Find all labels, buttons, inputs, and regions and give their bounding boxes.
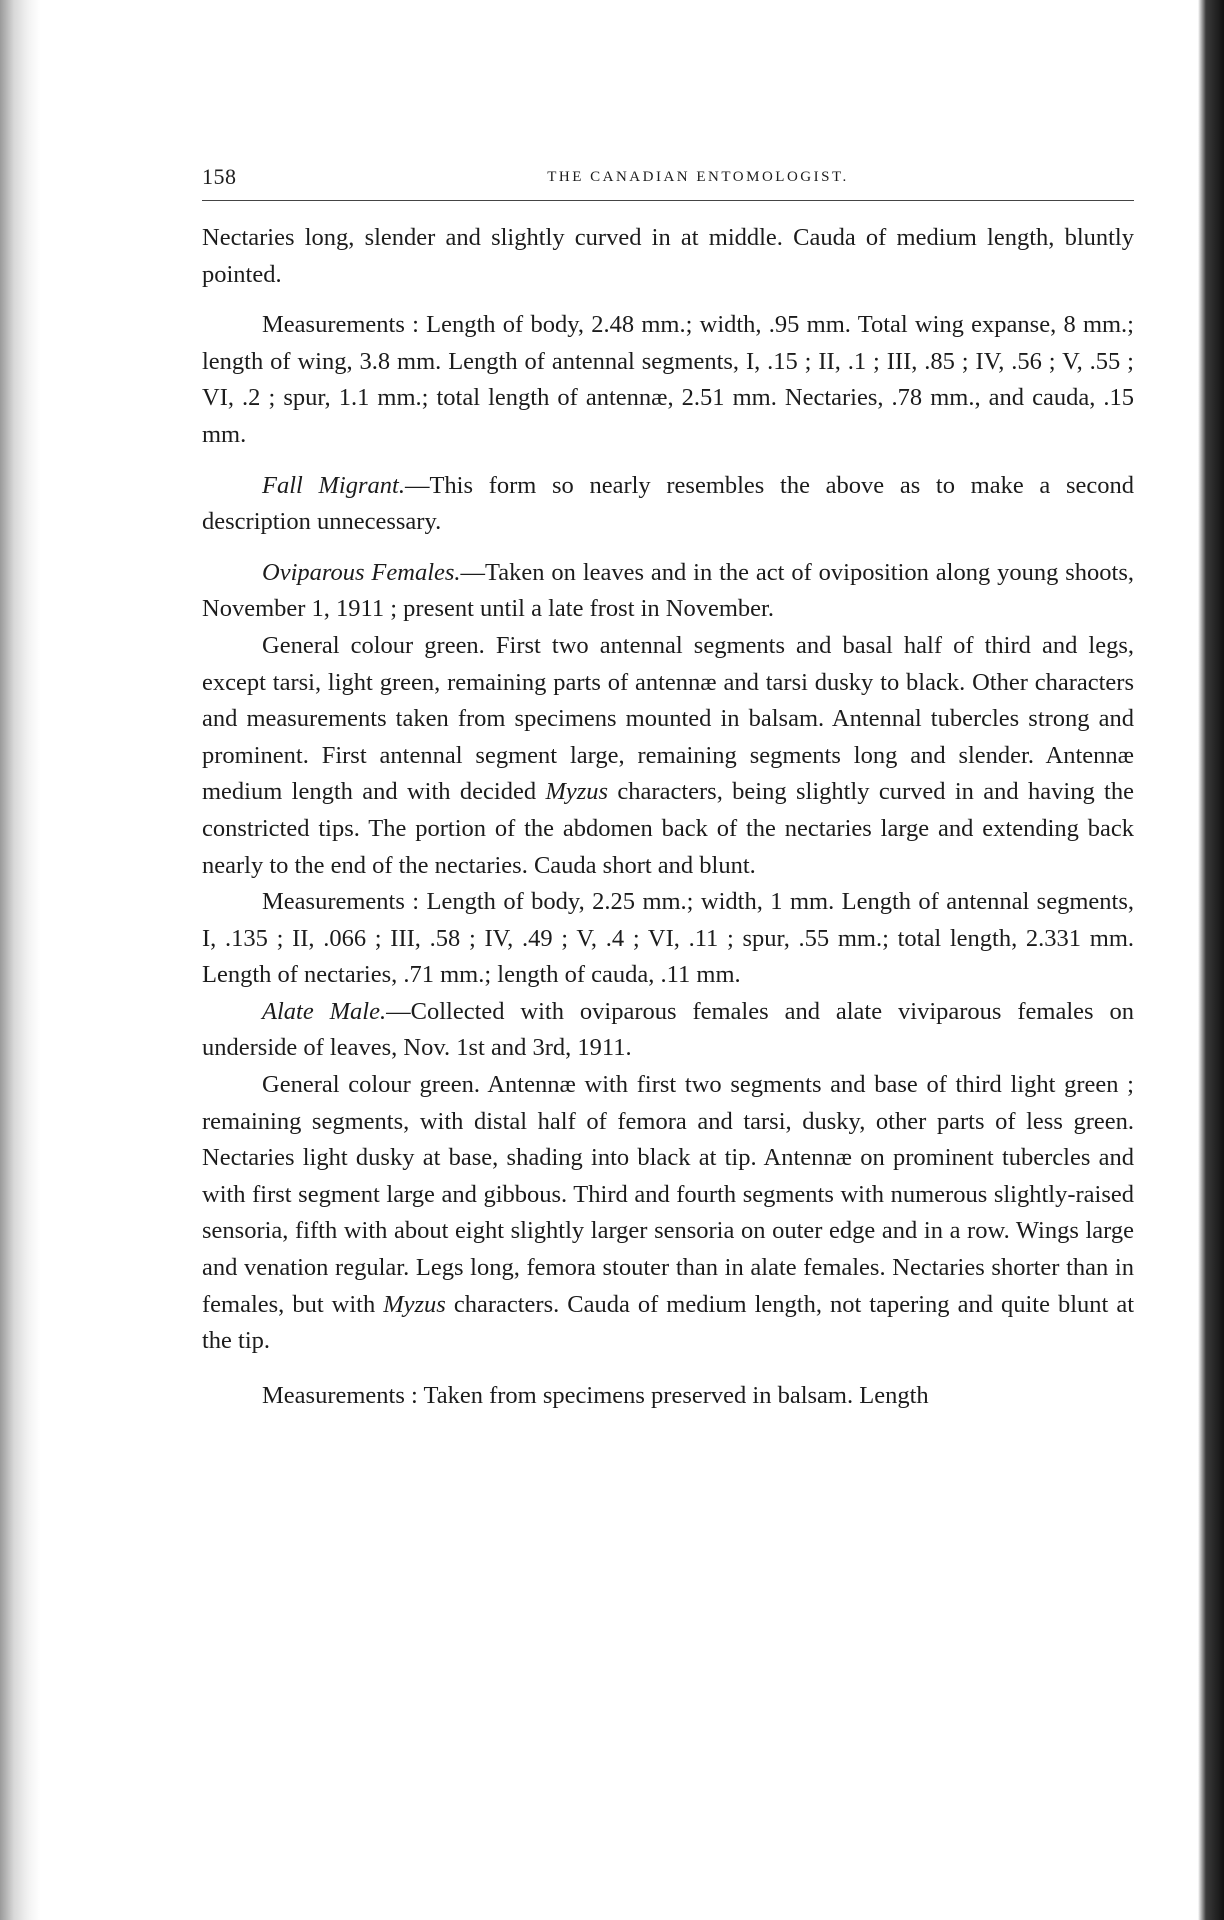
section-heading-fall-migrant: Fall Migrant. [262,471,405,499]
scan-edge-left [0,0,40,1920]
paragraph-general-colour-2: General colour green. Antennæ with first two segments and base of third light green ; remaining segments, with distal half of femora and tarsi, dusky, other parts of less green. Nectaries light dusky at base, shading into black at tip. Antennæ on prominent tubercles and with first segment large and gibbous. Third and fourth segments with numerous slightly-raised sensoria, fifth with about eight slightly larger sensoria on outer edge and in a row. Wings large and venation regular. Legs long, femora stouter than in alate females. Nectaries shorter than in females, but with Myzus characters. Cauda of medium length, not tapering and quite blunt at the tip. [202,1071,1135,1355]
paragraph-measurements-2: Measurements : Length of body, 2.25 mm.; width, 1 mm. Length of antennal segments, I, .135 ; II, .066 ; III, .58 ; IV, .49 ; V, .4 ; VI, .11 ; spur, .55 mm.; total length, 2.331 mm. Length of nectaries, .71 mm.; length of cauda, .11 mm. [202,888,1134,989]
paragraph-alate-male: Alate Male.—Collected with oviparous females and alate viviparous females on underside of leaves, Nov. 1st and 3rd, 1911. [202,997,1135,1062]
section-heading-alate-male: Alate Male. [262,997,387,1025]
scan-edge-right [1198,0,1224,1920]
page-header [202,160,1134,201]
book-page [202,160,1134,1414]
genus-name: Myzus [383,1290,446,1318]
paragraph-general-colour-1: General colour green. First two antennal segments and basal half of third and legs, except tarsi, light green, remaining parts of antennæ and tarsi dusky to black. Other characters and measurements taken from specimens mounted in balsam. Antennal tubercles strong and prominent. First antennal segment large, remaining segments long and slender. Antennæ medium length and with decided Myzus characters, being slightly curved in and having the constricted tips. The portion of the abdomen back of the nectaries large and extending back nearly to the end of the nectaries. Cauda short and blunt. [202,631,1134,879]
paragraph-fall-migrant: Fall Migrant.—This form so nearly resembles the above as to make a second description unnecessary. [202,471,1134,536]
genus-name: Myzus [545,778,609,806]
paragraph-measurements-3: Measurements : Taken from specimens preserved in balsam. Length [262,1381,929,1409]
paragraph-measurements-1: Measurements : Length of body, 2.48 mm.; width, .95 mm. Total wing expanse, 8 mm.; length of wing, 3.8 mm. Length of antennal segments, I, .15 ; II, .1 ; III, .85 ; IV, .56 ; V, .55 ; VI, .2 ; spur, 1.1 mm.; total length of antennæ, 2.51 mm. Nectaries, .78 mm., and cauda, .15 mm. [202,311,1134,448]
running-head: THE CANADIAN ENTOMOLOGIST. [547,169,849,185]
page-body [202,220,1134,1414]
paragraph-oviparous-females: Oviparous Females.—Taken on leaves and in the act of oviposition along young shoots, November 1, 1911 ; present until a late frost in November. [202,558,1134,623]
paragraph-nectaries: Nectaries long, slender and slightly curved in at middle. Cauda of medium length, bluntly pointed. [202,224,1134,288]
section-heading-oviparous-females: Oviparous Females. [262,558,461,586]
page-number: 158 [202,164,237,189]
